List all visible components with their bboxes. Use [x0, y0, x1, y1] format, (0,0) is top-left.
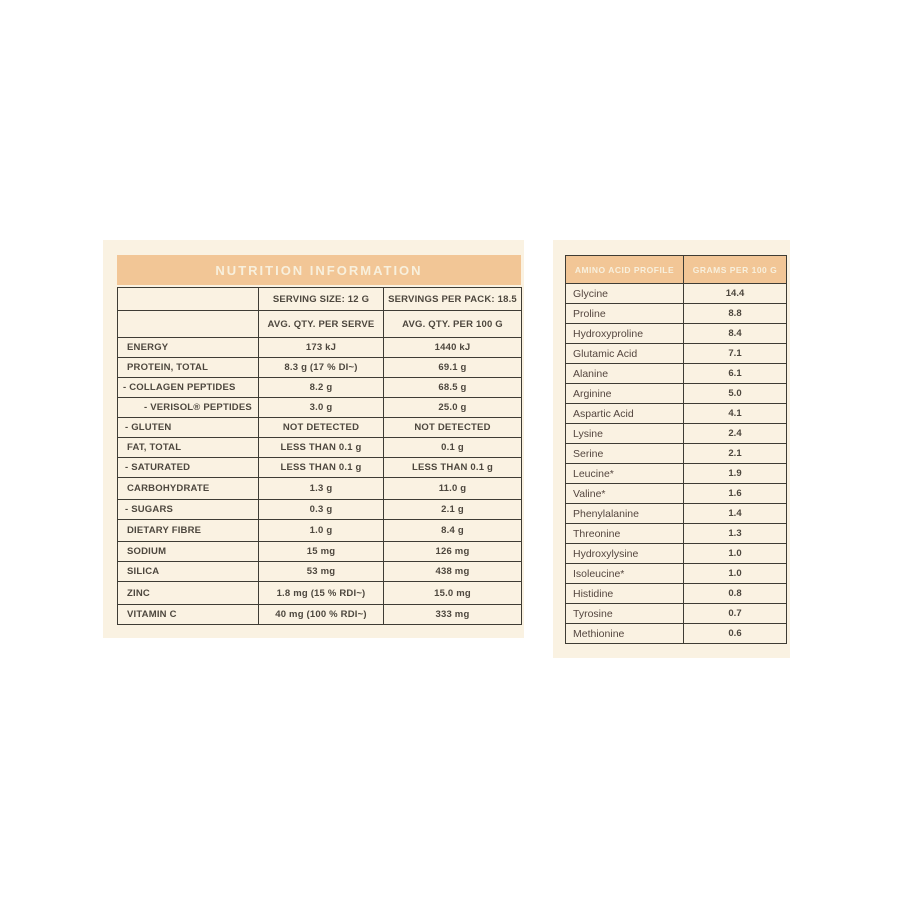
table-row	[118, 398, 522, 418]
per-100g-value: 1440 kJ	[384, 338, 522, 358]
amino-profile-header: AMINO ACID PROFILE	[566, 256, 684, 284]
amino-value: 4.1	[684, 404, 787, 424]
per-100g-value: 8.4 g	[384, 520, 522, 542]
avg-qty-serve-header: AVG. QTY. PER SERVE	[259, 311, 384, 338]
table-row	[566, 424, 787, 444]
nutrient-label: - GLUTEN	[118, 418, 259, 438]
amino-name: Leucine*	[566, 464, 684, 484]
amino-acid-table	[565, 255, 787, 644]
nutrient-label: VITAMIN C	[118, 605, 259, 625]
amino-name: Aspartic Acid	[566, 404, 684, 424]
per-serve-value: 0.3 g	[259, 500, 384, 520]
serving-size-cell: SERVING SIZE: 12 G	[259, 288, 384, 311]
amino-value: 1.9	[684, 464, 787, 484]
nutrient-label: ENERGY	[118, 338, 259, 358]
table-row	[118, 520, 522, 542]
table-row	[566, 604, 787, 624]
nutrient-label: CARBOHYDRATE	[118, 478, 259, 500]
table-row	[118, 438, 522, 458]
table-row	[566, 364, 787, 384]
amino-name: Alanine	[566, 364, 684, 384]
amino-value: 0.8	[684, 584, 787, 604]
table-row	[566, 324, 787, 344]
per-serve-value: 53 mg	[259, 562, 384, 582]
per-serve-value: NOT DETECTED	[259, 418, 384, 438]
per-serve-value: 40 mg (100 % RDI~)	[259, 605, 384, 625]
amino-value: 0.7	[684, 604, 787, 624]
table-row	[118, 478, 522, 500]
amino-value: 2.4	[684, 424, 787, 444]
table-row	[118, 562, 522, 582]
amino-name: Hydroxylysine	[566, 544, 684, 564]
table-row	[566, 564, 787, 584]
per-serve-value: 8.3 g (17 % DI~)	[259, 358, 384, 378]
per-serve-value: 15 mg	[259, 542, 384, 562]
table-row	[566, 284, 787, 304]
per-serve-value: 8.2 g	[259, 378, 384, 398]
table-row	[566, 384, 787, 404]
table-row	[118, 418, 522, 438]
per-serve-value: 1.0 g	[259, 520, 384, 542]
amino-name: Hydroxyproline	[566, 324, 684, 344]
amino-name: Histidine	[566, 584, 684, 604]
table-row	[118, 605, 522, 625]
per-serve-value: 1.3 g	[259, 478, 384, 500]
amino-name: Serine	[566, 444, 684, 464]
table-row	[118, 500, 522, 520]
amino-name: Threonine	[566, 524, 684, 544]
amino-value: 8.8	[684, 304, 787, 324]
nutrition-table	[117, 287, 522, 625]
per-100g-value: NOT DETECTED	[384, 418, 522, 438]
nutrition-title: NUTRITION INFORMATION	[117, 255, 521, 285]
table-row	[118, 311, 522, 338]
per-100g-value: 333 mg	[384, 605, 522, 625]
table-row	[118, 288, 522, 311]
nutrient-label: ZINC	[118, 582, 259, 605]
amino-name: Glutamic Acid	[566, 344, 684, 364]
table-row	[118, 582, 522, 605]
table-row	[566, 404, 787, 424]
avg-qty-100g-header: AVG. QTY. PER 100 G	[384, 311, 522, 338]
table-row	[118, 542, 522, 562]
per-100g-value: 25.0 g	[384, 398, 522, 418]
empty-cell	[118, 311, 259, 338]
amino-value: 5.0	[684, 384, 787, 404]
per-serve-value: 1.8 mg (15 % RDI~)	[259, 582, 384, 605]
per-serve-value: LESS THAN 0.1 g	[259, 458, 384, 478]
table-row	[566, 524, 787, 544]
amino-name: Tyrosine	[566, 604, 684, 624]
per-100g-value: 15.0 mg	[384, 582, 522, 605]
table-row	[566, 544, 787, 564]
nutrient-label: FAT, TOTAL	[118, 438, 259, 458]
per-serve-value: 173 kJ	[259, 338, 384, 358]
table-row	[566, 484, 787, 504]
per-serve-value: LESS THAN 0.1 g	[259, 438, 384, 458]
table-row	[118, 358, 522, 378]
nutrient-label: - COLLAGEN PEPTIDES	[118, 378, 259, 398]
per-100g-value: 0.1 g	[384, 438, 522, 458]
amino-value: 8.4	[684, 324, 787, 344]
table-row	[566, 584, 787, 604]
per-100g-value: LESS THAN 0.1 g	[384, 458, 522, 478]
nutrient-label: SILICA	[118, 562, 259, 582]
amino-value: 1.3	[684, 524, 787, 544]
table-row	[118, 378, 522, 398]
table-row	[566, 624, 787, 644]
nutrient-label: - VERISOL® PEPTIDES	[118, 398, 259, 418]
amino-name: Methionine	[566, 624, 684, 644]
nutrient-label: PROTEIN, TOTAL	[118, 358, 259, 378]
empty-cell	[118, 288, 259, 311]
amino-name: Arginine	[566, 384, 684, 404]
table-row	[118, 458, 522, 478]
grams-per-100g-header: GRAMS PER 100 G	[684, 256, 787, 284]
per-100g-value: 11.0 g	[384, 478, 522, 500]
per-100g-value: 2.1 g	[384, 500, 522, 520]
amino-value: 6.1	[684, 364, 787, 384]
amino-name: Isoleucine*	[566, 564, 684, 584]
amino-value: 7.1	[684, 344, 787, 364]
nutrition-panel	[103, 240, 524, 638]
amino-value: 1.6	[684, 484, 787, 504]
amino-name: Glycine	[566, 284, 684, 304]
table-row	[566, 344, 787, 364]
table-row	[566, 304, 787, 324]
amino-value: 1.4	[684, 504, 787, 524]
per-100g-value: 69.1 g	[384, 358, 522, 378]
amino-value: 14.4	[684, 284, 787, 304]
per-100g-value: 126 mg	[384, 542, 522, 562]
table-row	[566, 256, 787, 284]
amino-value: 0.6	[684, 624, 787, 644]
nutrient-label: - SATURATED	[118, 458, 259, 478]
amino-name: Lysine	[566, 424, 684, 444]
amino-value: 2.1	[684, 444, 787, 464]
amino-name: Valine*	[566, 484, 684, 504]
nutrient-label: DIETARY FIBRE	[118, 520, 259, 542]
amino-name: Proline	[566, 304, 684, 324]
servings-per-pack-cell: SERVINGS PER PACK: 18.5	[384, 288, 522, 311]
table-row	[566, 504, 787, 524]
per-100g-value: 438 mg	[384, 562, 522, 582]
per-100g-value: 68.5 g	[384, 378, 522, 398]
amino-value: 1.0	[684, 564, 787, 584]
nutrient-label: SODIUM	[118, 542, 259, 562]
table-row	[566, 464, 787, 484]
nutrient-label: - SUGARS	[118, 500, 259, 520]
table-row	[118, 338, 522, 358]
per-serve-value: 3.0 g	[259, 398, 384, 418]
amino-acid-panel	[553, 240, 790, 658]
table-row	[566, 444, 787, 464]
amino-name: Phenylalanine	[566, 504, 684, 524]
amino-value: 1.0	[684, 544, 787, 564]
